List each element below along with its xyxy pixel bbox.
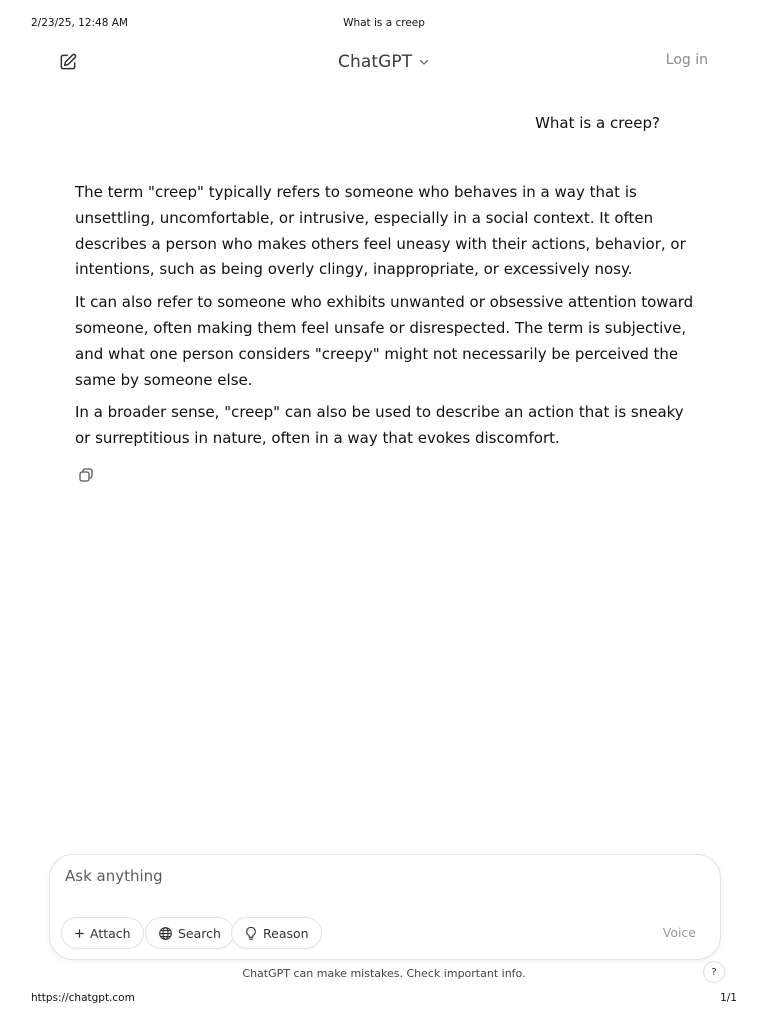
- topbar: [0, 44, 768, 80]
- attach-label: Attach: [90, 925, 131, 941]
- print-footer: [31, 992, 737, 1006]
- help-button[interactable]: ?: [703, 961, 725, 983]
- chevron-down-icon: [418, 56, 430, 68]
- reason-label: Reason: [263, 925, 309, 941]
- disclaimer: ChatGPT can make mistakes. Check important info.: [242, 967, 526, 980]
- reason-button[interactable]: [231, 917, 322, 949]
- print-url: https://chatgpt.com: [31, 992, 135, 1004]
- copy-button[interactable]: [77, 466, 95, 484]
- print-header: [31, 17, 737, 31]
- globe-icon: [158, 926, 173, 941]
- print-datetime: 2/23/25, 12:48 AM: [31, 17, 128, 29]
- assistant-paragraph: In a broader sense, "creep" can also be used to describe an action that is sneaky or surreptitious in nature, often in a way that evokes discomfort.: [75, 403, 684, 448]
- model-switcher[interactable]: [338, 50, 430, 74]
- print-title: What is a creep: [343, 17, 425, 29]
- assistant-message: [75, 180, 695, 459]
- print-page-count: 1/1: [720, 992, 737, 1004]
- plus-icon: [74, 928, 85, 939]
- voice-button[interactable]: Voice: [662, 925, 696, 940]
- composer: [49, 854, 721, 960]
- model-name: ChatGPT: [338, 52, 413, 72]
- user-message: What is a creep?: [535, 114, 660, 132]
- attach-button[interactable]: [61, 917, 144, 949]
- edit-icon: [58, 52, 78, 72]
- search-label: Search: [178, 925, 221, 941]
- copy-icon: [77, 466, 95, 484]
- assistant-paragraph: It can also refer to someone who exhibits unwanted or obsessive attention toward someone, often making them feel unsafe or disrespected. The term is subjective, and what one person considers "creepy" might not necessarily be perceived the same by someone else.: [75, 293, 694, 389]
- prompt-input[interactable]: [65, 867, 625, 885]
- new-chat-button[interactable]: [56, 50, 80, 74]
- search-button[interactable]: [145, 917, 234, 949]
- login-button[interactable]: Log in: [665, 52, 708, 68]
- assistant-paragraph: The term "creep" typically refers to someone who behaves in a way that is unsettling, uncomfortable, or intrusive, especially in a social context. It often describes a person who makes others feel uneasy with their actions, behavior, or intentions, such as being overly clingy, inappropriate, or excessively nosy.: [75, 183, 686, 279]
- lightbulb-icon: [244, 926, 258, 941]
